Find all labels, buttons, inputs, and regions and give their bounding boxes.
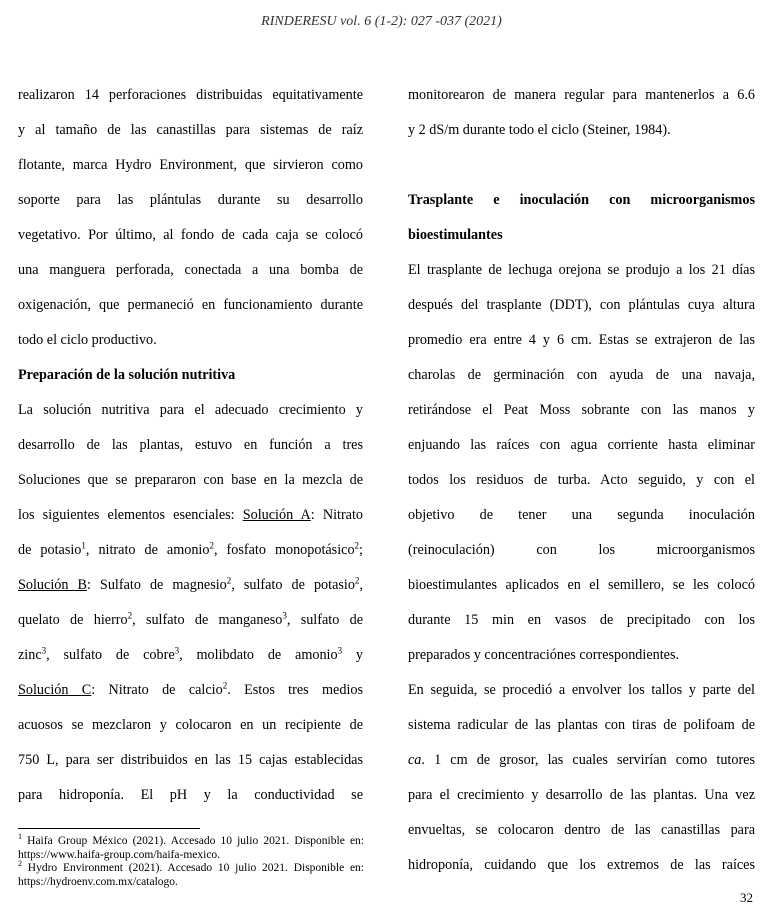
footnote-ref: 2 xyxy=(354,540,360,551)
text-line: enjuando las raíces con agua corriente hasta eliminar xyxy=(408,437,755,453)
section-heading: bioestimulantes xyxy=(408,227,503,243)
text-line: para hidroponía. El pH y la conductividad se xyxy=(18,787,363,803)
text-line: 750 L, para ser distribuidos en las 15 cajas establecidas xyxy=(18,752,363,768)
text-line: Solución B: Sulfato de magnesio$^2$, sulfato de potasio$^2$, xyxy=(18,575,363,593)
text-line: para el crecimiento y desarrollo de las plantas. Una vez xyxy=(408,787,755,803)
left-column xyxy=(18,78,363,813)
text-line: retirándose el Peat Moss sobrante con las manos y xyxy=(408,402,755,418)
text-line: y al tamaño de las canastillas para sistemas de raíz xyxy=(18,122,363,138)
footnote: $^2$ Hydro Environment (2021). Accesado 10 julio 2021. Disponible en: https://hydroenv.com.mx/catalogo. xyxy=(18,859,364,888)
footnote-ref: 3 xyxy=(337,645,343,656)
footnote-ref: 2 xyxy=(354,575,360,586)
abbreviation-ca: ca xyxy=(408,752,422,768)
text-line: después del trasplante (DDT), con plántulas cuya altura xyxy=(408,297,755,313)
text-line: La solución nutritiva para el adecuado crecimiento y xyxy=(18,402,363,418)
footnote-ref: 2 xyxy=(222,680,228,691)
page-number: 32 xyxy=(740,890,753,905)
text-line: envueltas, se colocaron dentro de las canastillas para xyxy=(408,822,755,838)
text-line: preparados y concentraciónes correspondientes. xyxy=(408,647,680,663)
text-line: realizaron 14 perforaciones distribuidas equitativamente xyxy=(18,87,363,103)
footnote-ref: 3 xyxy=(282,610,287,621)
text-line: Soluciones que se prepararon con base en la mezcla de xyxy=(18,472,363,488)
text-line: de potasio$^1$, nitrato de amonio$^2$, fosfato monopotásico$^2$; xyxy=(18,540,363,558)
text-line: bioestimulantes aplicados en el semillero, se les colocó xyxy=(408,577,755,593)
text-line: sistema radicular de las plantas con tiras de polifoam de xyxy=(408,717,755,733)
section-heading: Trasplante e inoculación con microorganismos xyxy=(408,192,755,208)
text-line: acuosos se mezclaron y colocaron en un recipiente de xyxy=(18,717,363,733)
text-line: El trasplante de lechuga orejona se produjo a los 21 días xyxy=(408,262,755,278)
text-line: hidroponía, cuidando que los extremos de las raíces xyxy=(408,857,755,873)
text-line: monitorearon de manera regular para mantenerlos a 6.6 xyxy=(408,87,755,103)
text-line: los siguientes elementos esenciales: Solución A: Nitrato xyxy=(18,507,363,523)
footnote: $^1$ Haifa Group México (2021). Accesado 10 julio 2021. Disponible en: https://www.haifa-group.com/haifa-mexico. xyxy=(18,832,364,861)
text-line: desarrollo de las plantas, estuvo en función a tres xyxy=(18,437,363,453)
text-line: quelato de hierro$^2$, sulfato de manganeso$^3$, sulfato de xyxy=(18,610,363,628)
text-line: Solución C: Nitrato de calcio$^2$. Estos tres medios xyxy=(18,680,363,698)
text-line: En seguida, se procedió a envolver los tallos y parte del xyxy=(408,682,755,698)
text-line: soporte para las plántulas durante su desarrollo xyxy=(18,192,363,208)
text-line: una manguera perforada, conectada a una bomba de xyxy=(18,262,363,278)
footnote-separator xyxy=(18,828,200,829)
text-line: (reinoculación) con los microorganismos xyxy=(408,542,755,558)
footnote-ref: 2 xyxy=(127,610,133,621)
text-line: durante 15 min en vasos de precipitado con los xyxy=(408,612,755,628)
footnote-ref: 3 xyxy=(41,645,47,656)
footnote-ref: 1 xyxy=(81,540,86,551)
right-column xyxy=(408,78,755,883)
footnote-ref: 2 xyxy=(209,540,214,551)
text-line: flotante, marca Hydro Environment, que sirvieron como xyxy=(18,157,363,173)
solution-a-label: Solución A xyxy=(242,507,311,523)
text-line: todos los residuos de turba. Acto seguido, y con el xyxy=(408,472,755,488)
text-line: todo el ciclo productivo. xyxy=(18,332,157,348)
footnotes xyxy=(18,832,364,889)
footnote-ref: 2 xyxy=(226,575,232,586)
text-line: ca. 1 cm de grosor, las cuales servirían como tutores xyxy=(408,752,755,768)
footnote-ref: 3 xyxy=(174,645,180,656)
section-heading: Preparación de la solución nutritiva xyxy=(18,367,236,383)
text-line: objetivo de tener una segunda inoculación xyxy=(408,507,755,523)
text-line: y 2 dS/m durante todo el ciclo (Steiner, 1984). xyxy=(408,122,671,138)
text-line: zinc$^3$, sulfato de cobre$^3$, molibdato de amonio$^3$ y xyxy=(18,645,363,663)
text-line: charolas de germinación con ayuda de una navaja, xyxy=(408,367,755,383)
text-line: oxigenación, que permaneció en funcionamiento durante xyxy=(18,297,363,313)
solution-c-label: Solución C xyxy=(18,682,92,698)
running-header: RINDERESU vol. 6 (1-2): 027 -037 (2021) xyxy=(261,14,502,29)
text-line: vegetativo. Por último, al fondo de cada caja se colocó xyxy=(18,227,363,243)
text-line: promedio era entre 4 y 6 cm. Estas se extrajeron de las xyxy=(408,332,755,348)
solution-b-label: Solución B xyxy=(18,577,87,593)
spacer xyxy=(408,148,755,183)
